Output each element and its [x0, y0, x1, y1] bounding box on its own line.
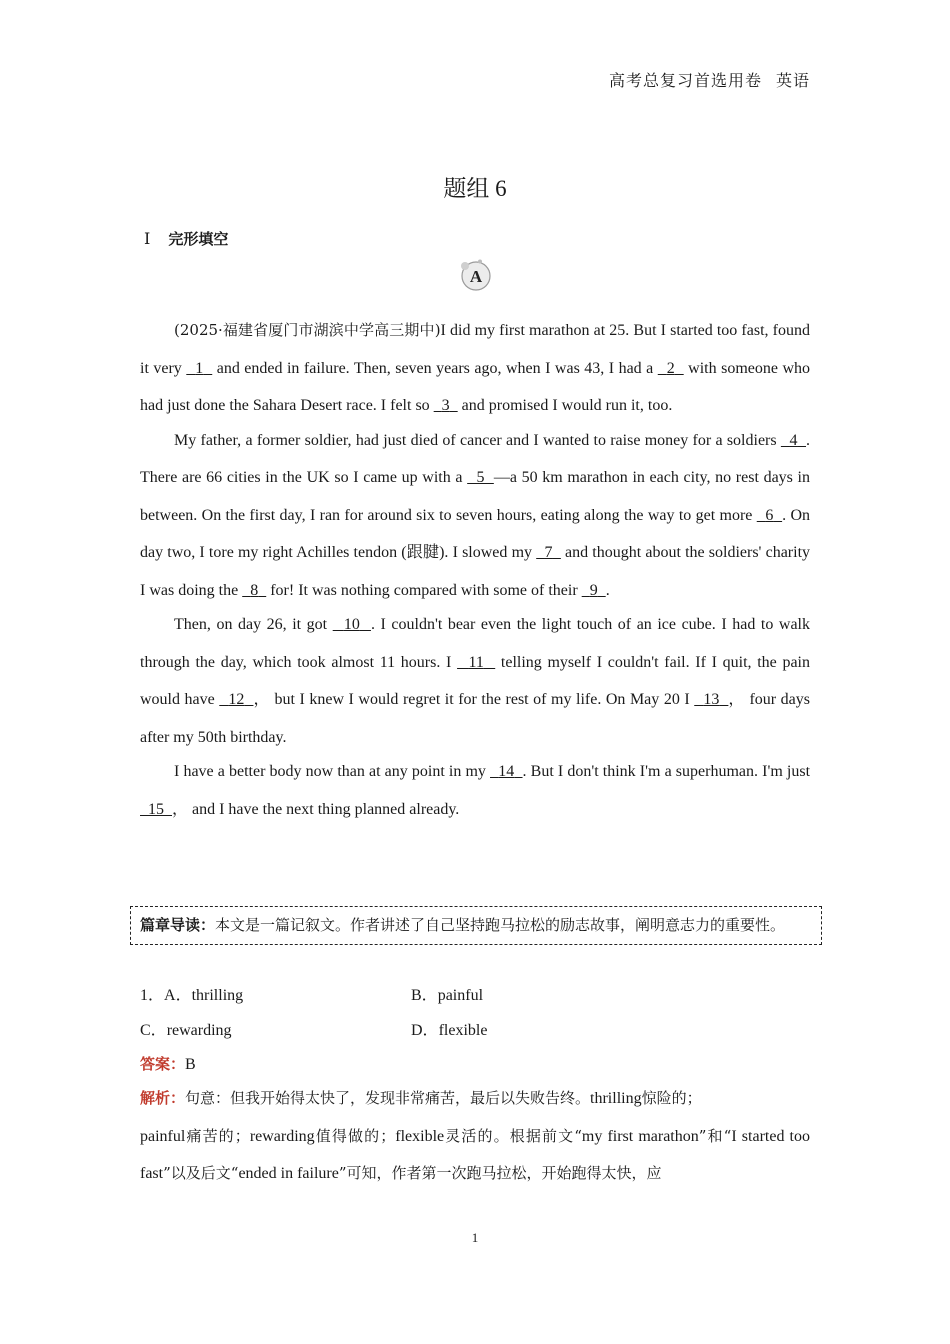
- blank-6[interactable]: 6: [765, 506, 774, 524]
- blank-15[interactable]: 15: [148, 800, 164, 818]
- blank-4[interactable]: 4: [789, 431, 798, 449]
- blank-13[interactable]: 13: [703, 691, 720, 708]
- page-title: 题组 6: [443, 176, 507, 201]
- header-subject: 英语: [775, 73, 810, 90]
- question-1-options: [140, 978, 810, 1048]
- guide-label: 篇章导读：: [140, 916, 216, 934]
- option-a[interactable]: 1．A．thrilling: [140, 987, 244, 1004]
- blank-2[interactable]: 2: [666, 359, 675, 377]
- question-number: 1．: [140, 987, 165, 1004]
- analysis-block: 解析：句意：但我开始得太快了，发现非常痛苦，最后以失败告终。thrilling惊险的； painful痛苦的；rewarding值得做的；flexible灵活的。根据前文“my first marathon”和“I started too fast”以及后文“ended in failure”可知，作者第一次跑马拉松，开始跑得太快，应: [140, 1089, 811, 1182]
- section-number: Ⅰ: [144, 231, 151, 248]
- blank-14[interactable]: 14: [498, 763, 515, 780]
- header-book-title: 高考总复习首选用卷: [608, 73, 762, 90]
- passage-paragraph-4: I have a better body now than at any point in my 14 . But I don't think I'm a superhuman. I'm just 15 ， and I have the next thing planned already.: [140, 753, 810, 828]
- page-number: 1: [471, 1230, 479, 1245]
- blank-9[interactable]: 9: [589, 581, 598, 599]
- passage-guide-box: [130, 906, 822, 945]
- blank-3[interactable]: 3: [441, 397, 450, 414]
- passage-paragraph-2: My father, a former soldier, had just died of cancer and I wanted to raise money for a soldiers 4 . There are 66 cities in the UK so I came up with a 5 —a 50 km marathon in each city, no rest days in between. On the first day, I ran for around six to seven hours, eating along the way to get more 6 . On day two, I tore my right Achilles tendon (跟腱). I slowed my 7 and thought about the soldiers' charity I was doing the 8 for! It was nothing compared with some of their 9 .: [140, 431, 811, 599]
- guide-text: 本文是一篇记叙文。作者讲述了自己坚持跑马拉松的励志故事，阐明意志力的重要性。: [215, 916, 786, 934]
- answer-value: B: [185, 1056, 196, 1073]
- blank-8[interactable]: 8: [250, 581, 259, 599]
- passage-source: (2025·福建省厦门市湖滨中学高三期中): [174, 321, 441, 339]
- blank-10[interactable]: 10: [343, 616, 360, 633]
- blank-5[interactable]: 5: [476, 469, 485, 486]
- option-c[interactable]: C．rewarding: [140, 1022, 232, 1039]
- option-d[interactable]: D．flexible: [411, 1022, 488, 1039]
- blank-12[interactable]: 12: [228, 691, 245, 708]
- passage-paragraph-3: Then, on day 26, it got 10 . I couldn't bear even the light touch of an ice cube. I had to walk through the day, which took almost 11 hours. I 11 telling myself I couldn't fail. If I quit, the pain would have 12 ， but I knew I would regret it for the rest of my life. On May 20 I 13 ， four days after my 50th birthday.: [140, 616, 811, 746]
- cloze-passage: [140, 312, 810, 828]
- section-heading: [144, 228, 228, 249]
- section-label: 完形填空: [168, 230, 229, 248]
- analysis-label: 解析：: [140, 1089, 186, 1107]
- answer-line: [140, 1047, 196, 1082]
- blank-11[interactable]: 11: [468, 653, 484, 671]
- option-b[interactable]: B．painful: [411, 987, 484, 1004]
- passage-paragraph-1: (2025·福建省厦门市湖滨中学高三期中)I did my first marathon at 25. But I started too fast, found it very 1 and ended in failure. Then, seven years ago, when I was 43, I had a 2 with someone who had just done the Sahara Desert race. I felt so 3 and promised I would run it, too.: [140, 321, 811, 414]
- blank-1[interactable]: 1: [195, 359, 204, 377]
- badge-letter: A: [469, 267, 483, 286]
- answer-label: 答案：: [140, 1055, 186, 1073]
- page-header: [609, 68, 810, 91]
- passage-a-badge-icon: [458, 258, 492, 292]
- blank-7[interactable]: 7: [544, 544, 553, 561]
